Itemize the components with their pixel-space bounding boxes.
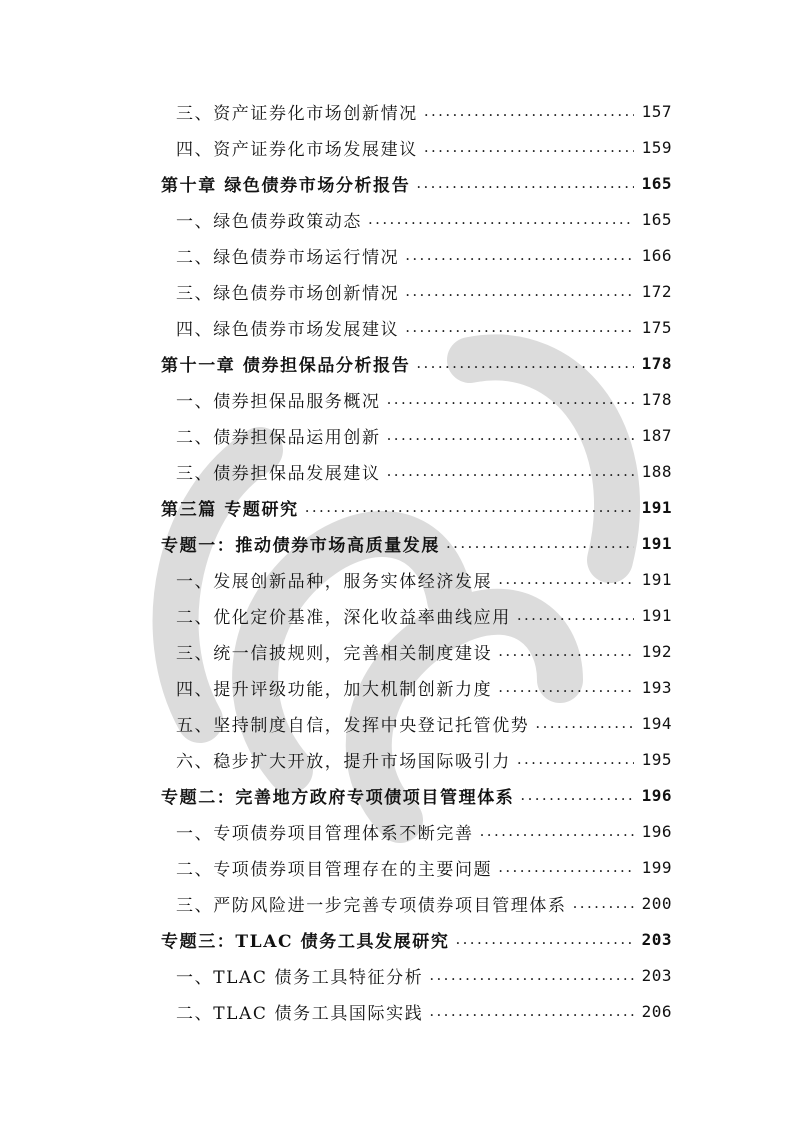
toc-dot-leader [416, 354, 634, 372]
toc-entry-row[interactable] [161, 633, 672, 669]
toc-entry-title: 一、TLAC 债务工具特征分析 [176, 967, 424, 988]
toc-page-number: 165 [641, 173, 672, 193]
toc-dot-leader [405, 246, 634, 264]
toc-dot-leader [424, 138, 634, 156]
toc-dot-leader [405, 318, 634, 336]
toc-dot-leader [517, 606, 634, 624]
toc-entry-row[interactable] [161, 93, 672, 129]
toc-dot-leader [498, 678, 634, 696]
toc-entry-row[interactable] [161, 957, 672, 993]
toc-dot-leader [424, 102, 634, 120]
toc-page-number: 193 [641, 677, 672, 697]
toc-page-number: 178 [641, 389, 672, 409]
toc-entry-title: 专题一：推动债券市场高质量发展 [161, 535, 440, 556]
table-of-contents [161, 93, 672, 1029]
toc-page-number: 178 [641, 353, 672, 373]
toc-heading-row[interactable] [161, 489, 672, 525]
toc-dot-leader [498, 858, 634, 876]
toc-entry-title: 三、严防风险进一步完善专项债券项目管理体系 [176, 895, 567, 916]
toc-page-number: 187 [641, 425, 672, 445]
toc-entry-row[interactable] [161, 237, 672, 273]
toc-heading-row[interactable] [161, 165, 672, 201]
toc-entry-title: 一、专项债券项目管理体系不断完善 [176, 823, 474, 844]
toc-page-number: 203 [641, 929, 672, 949]
toc-page-number: 200 [641, 893, 672, 913]
toc-page-number: 157 [641, 101, 672, 121]
toc-entry-row[interactable] [161, 129, 672, 165]
toc-page-number: 191 [641, 605, 672, 625]
toc-entry-row[interactable] [161, 813, 672, 849]
toc-dot-leader [498, 570, 634, 588]
toc-entry-title: 专题二：完善地方政府专项债项目管理体系 [161, 787, 515, 808]
toc-entry-title: 三、资产证券化市场创新情况 [176, 103, 418, 124]
toc-dot-leader [535, 714, 634, 732]
toc-entry-row[interactable] [161, 741, 672, 777]
toc-entry-title: 三、统一信披规则，完善相关制度建设 [176, 643, 493, 664]
toc-entry-title: 六、稳步扩大开放，提升市场国际吸引力 [176, 751, 511, 772]
toc-page-number: 188 [641, 461, 672, 481]
toc-entry-title: 一、绿色债券政策动态 [176, 211, 362, 232]
toc-entry-row[interactable] [161, 273, 672, 309]
toc-entry-title: 五、坚持制度自信，发挥中央登记托管优势 [176, 715, 530, 736]
toc-entry-row[interactable] [161, 453, 672, 489]
toc-page-number: 203 [641, 965, 672, 985]
toc-page-number: 191 [641, 533, 672, 553]
toc-entry-title: 第十一章 债券担保品分析报告 [161, 355, 411, 376]
toc-page-number: 196 [641, 821, 672, 841]
toc-heading-row[interactable] [161, 525, 672, 561]
toc-entry-title: 三、绿色债券市场创新情况 [176, 283, 400, 304]
toc-page-number: 191 [641, 497, 672, 517]
toc-entry-title: 四、绿色债券市场发展建议 [176, 319, 400, 340]
toc-dot-leader [387, 426, 634, 444]
toc-dot-leader [368, 210, 634, 228]
toc-entry-row[interactable] [161, 561, 672, 597]
toc-page-number: 194 [641, 713, 672, 733]
toc-dot-leader [429, 966, 634, 984]
toc-dot-leader [387, 390, 634, 408]
toc-entry-row[interactable] [161, 849, 672, 885]
toc-entry-title: 二、优化定价基准，深化收益率曲线应用 [176, 607, 511, 628]
toc-entry-title: 四、资产证券化市场发展建议 [176, 139, 418, 160]
toc-page-number: 166 [641, 245, 672, 265]
toc-page-number: 195 [641, 749, 672, 769]
toc-entry-title: 第三篇 专题研究 [161, 499, 299, 520]
toc-entry-row[interactable] [161, 201, 672, 237]
toc-entry-row[interactable] [161, 381, 672, 417]
toc-entry-row[interactable] [161, 885, 672, 921]
toc-dot-leader [387, 462, 634, 480]
toc-page-number: 165 [641, 209, 672, 229]
toc-dot-leader [446, 534, 634, 552]
toc-dot-leader [429, 1002, 634, 1020]
toc-entry-title: 专题三：TLAC 债务工具发展研究 [161, 931, 450, 952]
toc-entry-title: 二、债券担保品运用创新 [176, 427, 381, 448]
toc-entry-title: 一、债券担保品服务概况 [176, 391, 381, 412]
toc-dot-leader [480, 822, 634, 840]
toc-dot-leader [498, 642, 634, 660]
toc-entry-title: 二、TLAC 债务工具国际实践 [176, 1003, 424, 1024]
toc-dot-leader [520, 786, 634, 804]
toc-page-number: 159 [641, 137, 672, 157]
toc-page-number: 172 [641, 281, 672, 301]
toc-heading-row[interactable] [161, 921, 672, 957]
toc-entry-title: 二、绿色债券市场运行情况 [176, 247, 400, 268]
toc-page-number: 175 [641, 317, 672, 337]
toc-entry-row[interactable] [161, 597, 672, 633]
toc-page-number: 196 [641, 785, 672, 805]
toc-dot-leader [416, 174, 634, 192]
toc-entry-title: 第十章 绿色债券市场分析报告 [161, 175, 411, 196]
toc-heading-row[interactable] [161, 777, 672, 813]
toc-entry-title: 四、提升评级功能，加大机制创新力度 [176, 679, 493, 700]
toc-entry-title: 二、专项债券项目管理存在的主要问题 [176, 859, 493, 880]
toc-dot-leader [305, 498, 634, 516]
toc-entry-row[interactable] [161, 309, 672, 345]
toc-dot-leader [517, 750, 634, 768]
toc-entry-title: 一、发展创新品种，服务实体经济发展 [176, 571, 493, 592]
toc-entry-row[interactable] [161, 705, 672, 741]
toc-dot-leader [573, 894, 634, 912]
toc-entry-row[interactable] [161, 669, 672, 705]
toc-dot-leader [405, 282, 634, 300]
toc-heading-row[interactable] [161, 345, 672, 381]
toc-page-number: 191 [641, 569, 672, 589]
toc-entry-row[interactable] [161, 417, 672, 453]
toc-dot-leader [455, 930, 634, 948]
toc-page-number: 192 [641, 641, 672, 661]
toc-entry-title: 三、债券担保品发展建议 [176, 463, 381, 484]
toc-page-number: 199 [641, 857, 672, 877]
toc-page-number: 206 [641, 1001, 672, 1021]
toc-entry-row[interactable] [161, 993, 672, 1029]
